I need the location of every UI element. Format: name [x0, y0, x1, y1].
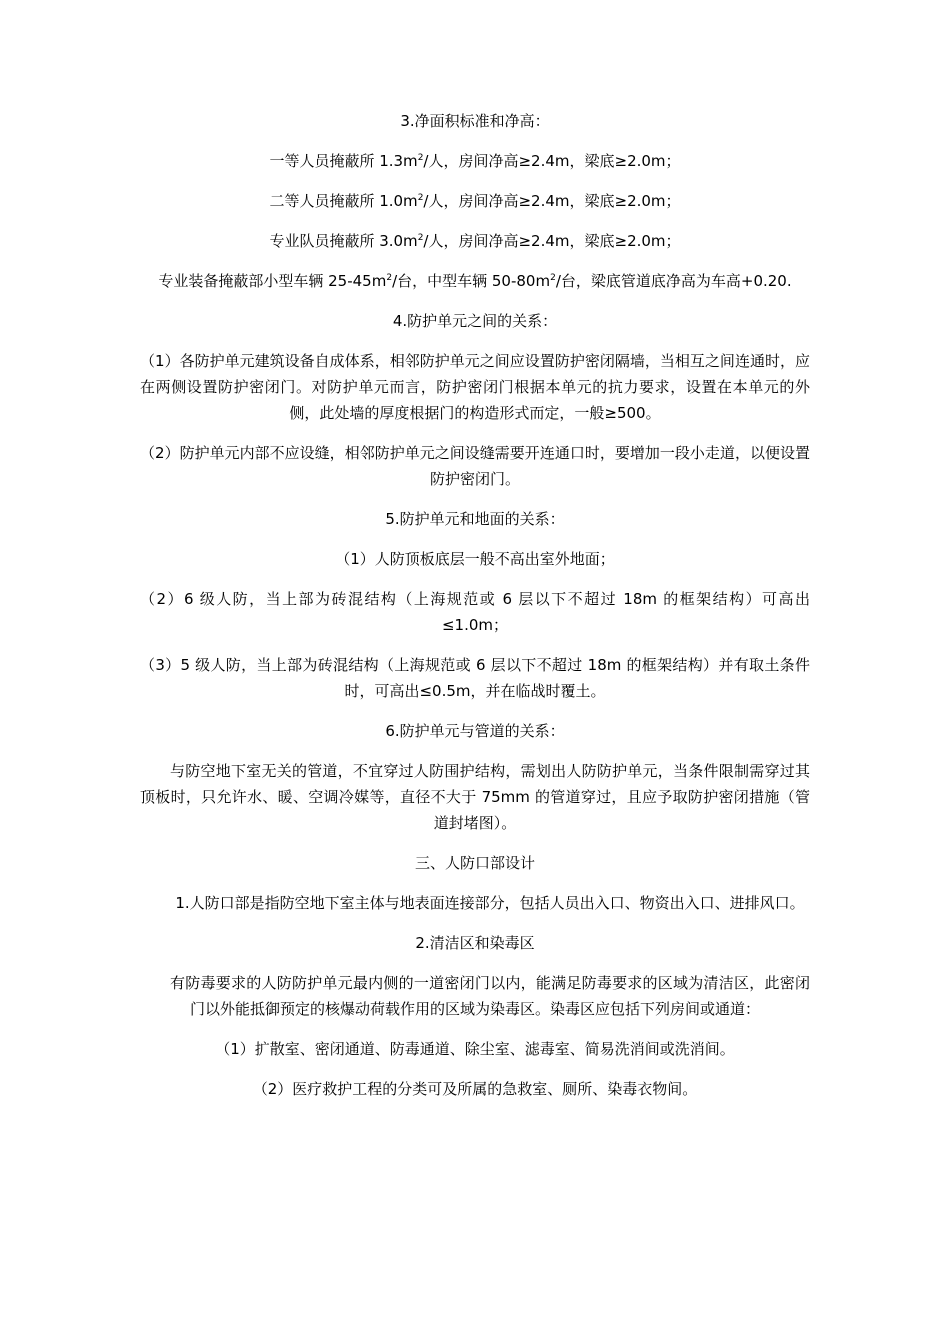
text: 专业队员掩蔽所 3.0m [269, 232, 418, 250]
part-3-paragraph-1: 1.人防口部是指防空地下室主体与地表面连接部分，包括人员出入口、物资出入口、进排风口。 [175, 894, 805, 912]
area-standard-line-2 [140, 188, 810, 214]
part-3-paragraph-2: 有防毒要求的人防防护单元最内侧的一道密闭门以内，能满足防毒要求的区域为清洁区，此密闭门以外能抵御预定的核爆动荷载作用的区域为染毒区。染毒区应包括下列房间或通道： [170, 974, 810, 1018]
superscript: 2 [550, 273, 556, 283]
section-5-item-3: （3）5 级人防，当上部为砖混结构（上海规范或 6 层以下不超过 18m 的框架结构）并有取土条件时，可高出≤0.5m，并在临战时覆土。 [140, 656, 810, 700]
text: /人，房间净高≥2.4m，梁底≥2.0m； [423, 152, 681, 170]
text: /台，梁底管道底净高为车高+0.20. [555, 272, 792, 290]
section-4-paragraph-2: （2）防护单元内部不应设缝，相邻防护单元之间设缝需要开连通口时，要增加一段小走道，以便设置防护密闭门。 [140, 444, 810, 488]
superscript: 2 [417, 193, 424, 203]
superscript: 2 [417, 153, 424, 163]
section-5-item-2: （2）6 级人防，当上部为砖混结构（上海规范或 6 层以下不超过 18m 的框架结构）可高出≤1.0m； [140, 590, 810, 634]
document-page [140, 108, 810, 1116]
text: 专业装备掩蔽部小型车辆 25-45m [158, 272, 387, 290]
superscript: 2 [417, 233, 424, 243]
section-3-heading: 3.净面积标准和净高： [400, 112, 550, 130]
part-3-heading: 三、人防口部设计 [414, 854, 535, 872]
section-4-paragraph-1: （1）各防护单元建筑设备自成体系，相邻防护单元之间应设置防护密闭隔墙，当相互之间连通时，应在两侧设置防护密闭门。对防护单元而言，防护密闭门根据本单元的抗力要求，设置在本单元的外侧，此处墙的厚度根据门的构造形式而定，一般≥500。 [140, 352, 810, 422]
section-5-item-1: （1）人防顶板底层一般不高出室外地面； [335, 550, 615, 568]
section-5-heading: 5.防护单元和地面的关系： [385, 510, 565, 528]
text: /人，房间净高≥2.4m，梁底≥2.0m； [423, 192, 681, 210]
text: /台，中型车辆 50-80m [392, 272, 551, 290]
part-3-item-2: （2）医疗救护工程的分类可及所属的急救室、厕所、染毒衣物间。 [252, 1080, 698, 1098]
text: 一等人员掩蔽所 1.3m [269, 152, 418, 170]
area-standard-line-1 [140, 148, 810, 174]
part-3-subheading-2: 2.清洁区和染毒区 [415, 934, 535, 952]
area-standard-line-4 [140, 268, 810, 294]
text: 二等人员掩蔽所 1.0m [269, 192, 418, 210]
section-6-paragraph: 与防空地下室无关的管道，不宜穿过人防围护结构，需划出人防防护单元，当条件限制需穿过其顶板时，只允许水、暖、空调冷媒等，直径不大于 75mm 的管道穿过，且应予取防护密闭措施（管道封堵图）。 [140, 762, 810, 832]
text: /人，房间净高≥2.4m，梁底≥2.0m； [423, 232, 681, 250]
area-standard-line-3 [140, 228, 810, 254]
section-6-heading: 6.防护单元与管道的关系： [385, 722, 565, 740]
section-4-heading: 4.防护单元之间的关系： [392, 312, 558, 330]
superscript: 2 [386, 273, 393, 283]
part-3-item-1: （1）扩散室、密闭通道、防毒通道、除尘室、滤毒室、简易洗消间或洗消间。 [215, 1040, 735, 1058]
